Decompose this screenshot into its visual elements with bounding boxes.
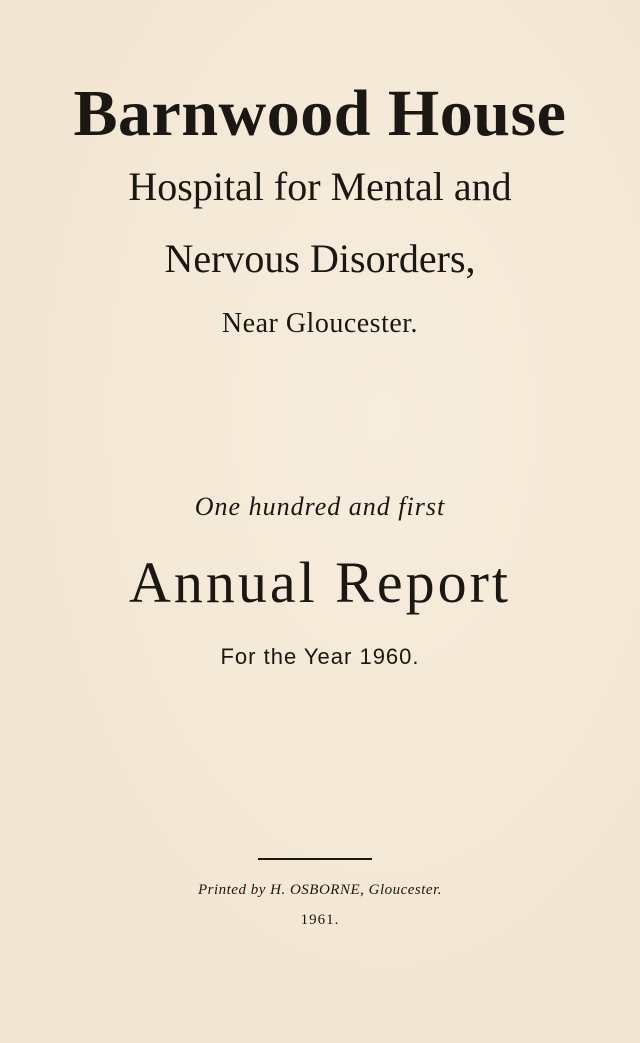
divider-rule [258,858,372,860]
institution-subtitle-line-2: Nervous Disorders, [164,236,476,281]
report-ordinal: One hundred and first [194,492,446,521]
institution-title: Barnwood House [73,77,567,150]
institution-location: Near Gloucester. [221,308,419,339]
printer-imprint: Printed by H. OSBORNE, Gloucester. [197,882,443,898]
institution-subtitle-line-1: Hospital for Mental and [128,164,512,209]
publication-year: 1961. [300,912,340,928]
report-year: For the Year 1960. [220,644,420,669]
report-title: Annual Report [128,550,512,615]
